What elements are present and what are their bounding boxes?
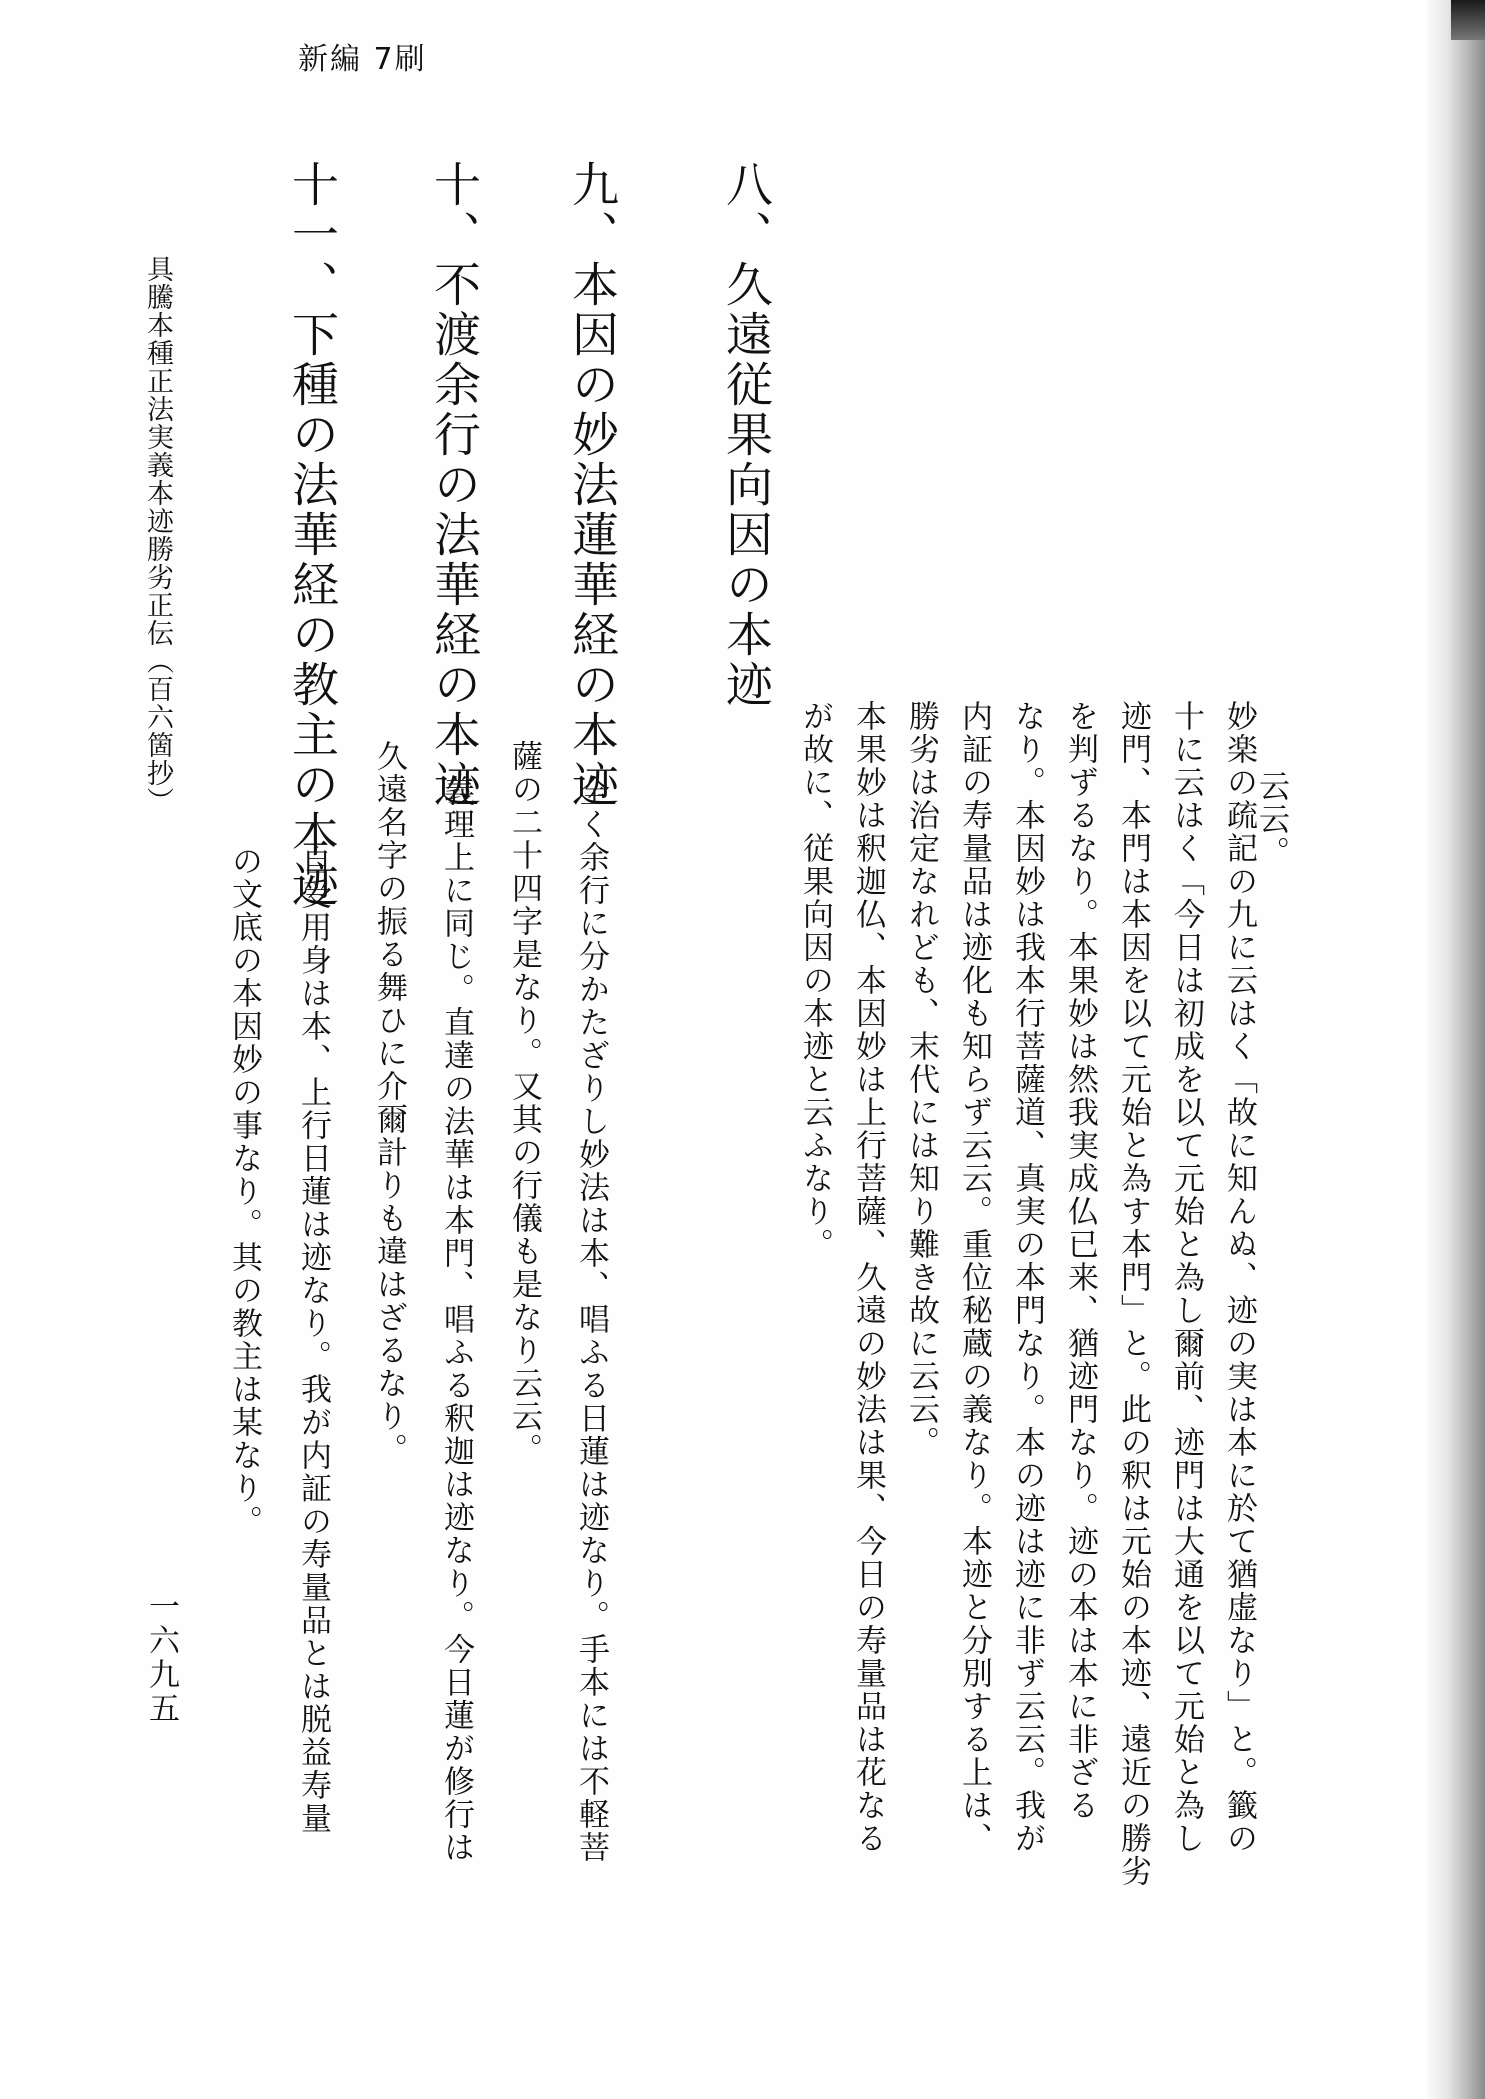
section-heading-9	[564, 160, 619, 810]
body-line: 十に云はく「今日は初成を以て元始と為し爾前、迹門は大通を以て元始と為し	[1168, 700, 1204, 1855]
section-title: 下種の法華経の教主の本迹	[284, 310, 339, 910]
body-line: を判ずるなり。本果妙は然我実成仏已来、猶迹門なり。迹の本は本に非ざる	[1062, 700, 1098, 1822]
section-title: 不渡余行の法華経の本迹	[426, 260, 481, 810]
body-line: 義理上に同じ。直達の法華は本門、唱ふる釈迦は迹なり。今日蓮が修行は	[438, 775, 474, 1864]
body-line: が故に、従果向因の本迹と云ふなり。	[797, 700, 833, 1261]
section-heading-11	[284, 160, 339, 910]
page-binding-shadow	[1427, 0, 1485, 2099]
page-binding-edge	[1451, 0, 1485, 40]
body-line: の文底の本因妙の事なり。其の教主は某なり。	[226, 845, 262, 1538]
section-title: 久遠従果向因の本迹	[718, 260, 773, 710]
body-line: 妙楽の疏記の九に云はく「故に知んぬ、迹の実は本に於て猶虚なり」と。籤の	[1221, 700, 1257, 1855]
section-number: 十、	[426, 160, 481, 260]
body-line: 久遠名字の振る舞ひに介爾計りも違はざるなり。	[371, 740, 407, 1466]
body-line: 云云。	[1253, 770, 1289, 869]
section-number: 八、	[718, 160, 773, 260]
body-line: 勝劣は治定なれども、末代には知り難き故に云云。	[903, 700, 939, 1459]
body-line: なり。本因妙は我本行菩薩道、真実の本門なり。本の迹は迹に非ず云云。我が	[1009, 700, 1045, 1855]
section-number: 九、	[564, 160, 619, 260]
running-footer-title: 具騰本種正法実義本迹勝劣正伝（百六箇抄）	[142, 255, 173, 815]
section-heading-8	[718, 160, 773, 710]
section-title: 本因の妙法蓮華経の本迹	[564, 260, 619, 810]
body-line: 本果妙は釈迦仏、本因妙は上行菩薩、久遠の妙法は果、今日の寿量品は花なる	[850, 700, 886, 1855]
body-line: 薩の二十四字是なり。又其の行儀も是なり云云。	[506, 740, 542, 1466]
body-line: 全く余行に分かたざりし妙法は本、唱ふる日蓮は迹なり。手本には不軽菩	[573, 775, 609, 1864]
body-line: 自受用身は本、上行日蓮は迹なり。我が内証の寿量品とは脱益寿量	[295, 845, 331, 1835]
section-heading-10	[426, 160, 481, 810]
body-line: 迹門、本門は本因を以て元始と為す本門」と。此の釈は元始の本迹、遠近の勝劣	[1115, 700, 1151, 1888]
body-line: 内証の寿量品は迹化も知らず云云。重位秘蔵の義なり。本迹と分別する上は、	[956, 700, 992, 1855]
section-number: 十一、	[284, 160, 339, 310]
edition-label: 新編 7刷	[298, 42, 427, 77]
page-number: 一六九五	[143, 1590, 179, 1726]
